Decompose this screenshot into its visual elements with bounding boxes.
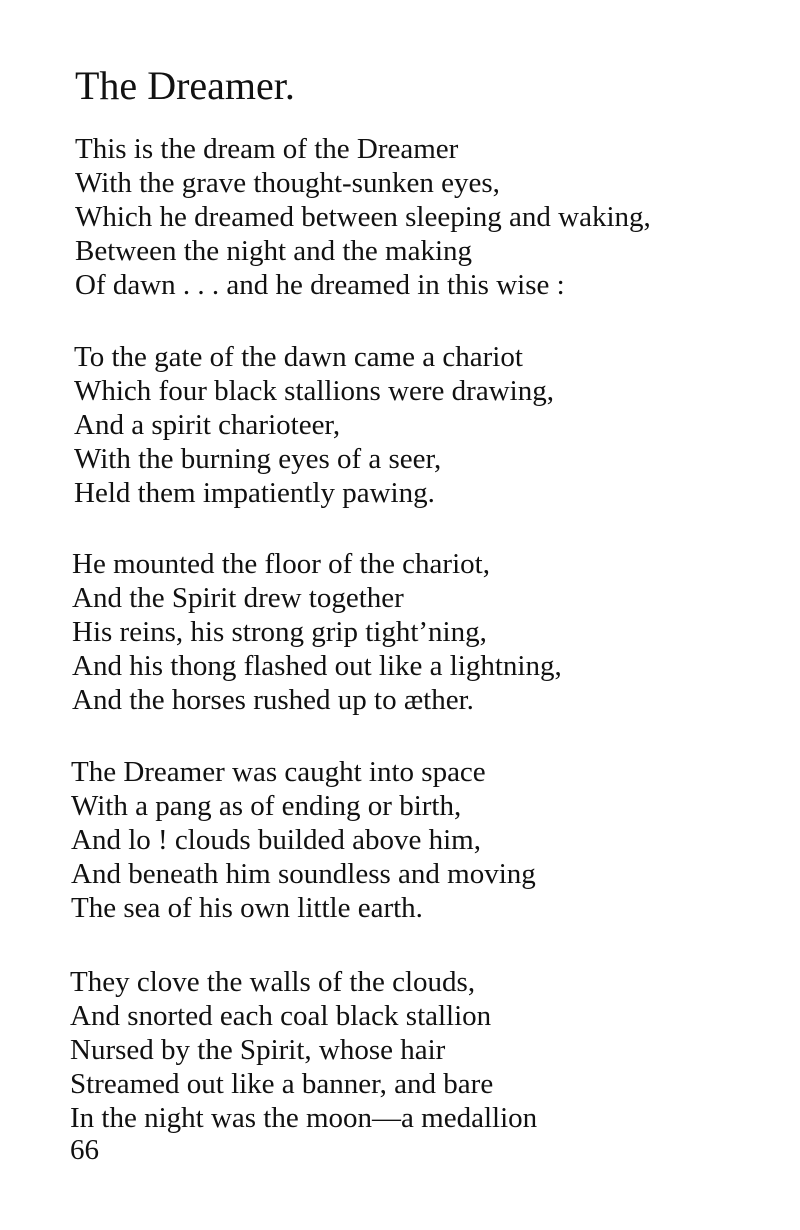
poem-line: And beneath him soundless and moving bbox=[71, 858, 536, 890]
poem-line: And the horses rushed up to æther. bbox=[72, 684, 474, 716]
poem-line: Between the night and the making bbox=[75, 235, 473, 267]
poem-line: And lo ! clouds builded above him, bbox=[71, 824, 481, 856]
stanza-4 bbox=[71, 755, 536, 925]
poem-line: With the grave thought-sunken eyes, bbox=[75, 167, 500, 199]
stanza-1 bbox=[75, 132, 651, 302]
poem-line: They clove the walls of the clouds, bbox=[70, 966, 476, 998]
poem-title: The Dreamer. bbox=[75, 63, 295, 108]
stanza-5 bbox=[70, 965, 537, 1135]
poem-line: Held them impatiently pawing. bbox=[74, 477, 435, 509]
poem-line: His reins, his strong grip tight’ning, bbox=[72, 616, 487, 648]
poem-line: And his thong flashed out like a lightning, bbox=[72, 650, 562, 682]
stanza-3 bbox=[72, 547, 562, 717]
poem-line: The sea of his own little earth. bbox=[71, 892, 423, 924]
poem-line: To the gate of the dawn came a chariot bbox=[74, 341, 523, 373]
stanza-2 bbox=[74, 340, 554, 510]
poem-line: Of dawn . . . and he dreamed in this wise : bbox=[75, 269, 565, 301]
poem-line: Nursed by the Spirit, whose hair bbox=[70, 1034, 446, 1066]
poem-line: Streamed out like a banner, and bare bbox=[70, 1068, 494, 1100]
poem-line: This is the dream of the Dreamer bbox=[75, 133, 459, 165]
poem-line: And snorted each coal black stallion bbox=[70, 1000, 492, 1032]
poem-line: With the burning eyes of a seer, bbox=[74, 443, 442, 475]
poem-line: He mounted the floor of the chariot, bbox=[72, 548, 490, 580]
poem-line: Which four black stallions were drawing, bbox=[74, 375, 554, 407]
poem-line: In the night was the moon—a medallion bbox=[70, 1102, 538, 1134]
poem-line: And a spirit charioteer, bbox=[74, 409, 341, 441]
poem-line: And the Spirit drew together bbox=[72, 582, 404, 614]
poem-line: With a pang as of ending or birth, bbox=[71, 790, 462, 822]
page-number: 66 bbox=[70, 1134, 99, 1166]
poem-line: The Dreamer was caught into space bbox=[71, 756, 486, 788]
poem-line: Which he dreamed between sleeping and waking, bbox=[75, 201, 651, 233]
